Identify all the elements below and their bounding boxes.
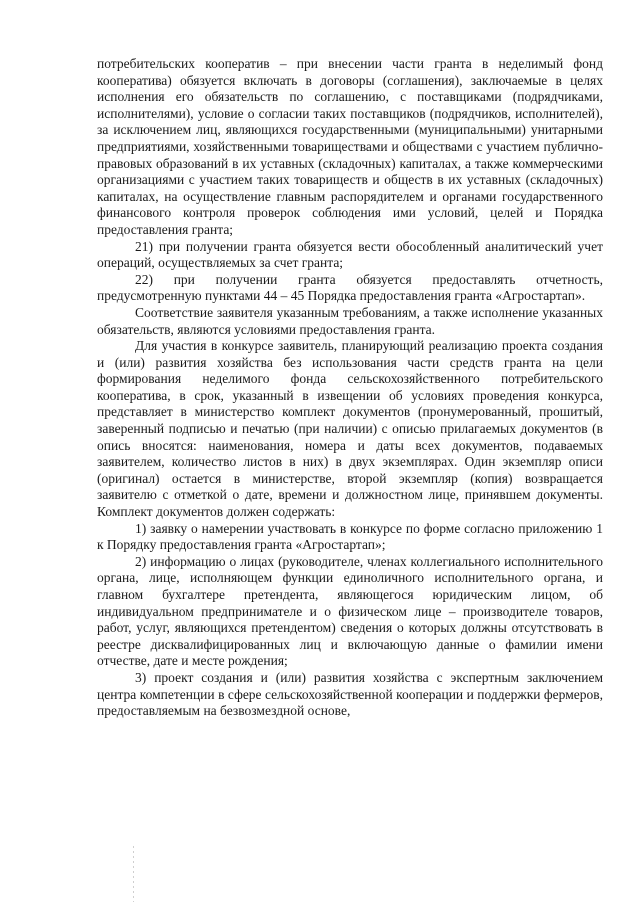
paragraph-list-item-2: 2) информацию о лицах (руководителе, членах коллегиального исполнительного органа, лице, исполняющем функции единоличного исполнительного органа, и главном бухгалтере претендента, являющегося юридическим лицом, об индивидуальном предпринимателе и о физическом лице – производителе товаров, работ, услуг, являющихся претендентом) сведения о которых должны отсутствовать в реестре дисквалифицированных лиц и включающую данные о фамилии имени отчестве, дате и месте рождения; xyxy=(97,553,603,669)
paragraph-list-item-3: 3) проект создания и (или) развития хозяйства с экспертным заключением центра компетенции в сфере сельскохозяйственной кооперации и поддержки фермеров, предоставляемым на безвозмездной основе, xyxy=(97,669,603,719)
paragraph-item-21: 21) при получении гранта обязуется вести обособленный аналитический учет операций, осуществляемых за счет гранта; xyxy=(97,238,603,271)
scan-artifact-line xyxy=(133,846,134,902)
document-body xyxy=(97,56,603,720)
paragraph-conditions: Соответствие заявителя указанным требованиям, а также исполнение указанных обязательств, являются условиями предоставления гранта. xyxy=(97,304,603,337)
paragraph-continuation: потребительских кооператив – при внесении части гранта в неделимый фонд кооператива) обязуется включать в договоры (соглашения), заключаемые в целях исполнения его обязательств по соглашению, с поставщиками (подрядчиками, исполнителями), условие о согласии таких поставщиков (подрядчиков, исполнителей), за исключением лиц, являющихся государственными (муниципальными) унитарными предприятиями, хозяйственными товариществами и обществами с участием публично-правовых образований в их уставных (складочных) капиталах, а также коммерческими организациями с участием таких товариществ и обществ в их уставных (складочных) капиталах, на осуществление главным распорядителем и органами государственного финансового контроля проверок соблюдения ими условий, целей и Порядка предоставления гранта; xyxy=(97,56,603,237)
paragraph-item-22: 22) при получении гранта обязуется предоставлять отчетность, предусмотренную пунктами 44 – 45 Порядка предоставления гранта «Агростартап». xyxy=(97,271,603,304)
paragraph-participation: Для участия в конкурсе заявитель, планирующий реализацию проекта создания и (или) развития хозяйства без использования части средств гранта на цели формирования неделимого фонда сельскохозяйственного потребительского кооператива, в срок, указанный в извещении об условиях проведения конкурса, представляет в министерство комплект документов (пронумерованный, прошитый, заверенный подписью и печатью (при наличии) с описью прилагаемых документов (в опись вносятся: наименования, номера и даты всех документов, подаваемых заявителем, количество листов в них) в двух экземплярах. Один экземпляр описи (оригинал) остается в министерстве, второй экземпляр (копия) возвращается заявителю с отметкой о дате, времени и должностном лице, принявшем документы. Комплект документов должен содержать: xyxy=(97,338,603,520)
paragraph-list-item-1: 1) заявку о намерении участвовать в конкурсе по форме согласно приложению 1 к Порядку предоставления гранта «Агростартап»; xyxy=(97,520,603,553)
